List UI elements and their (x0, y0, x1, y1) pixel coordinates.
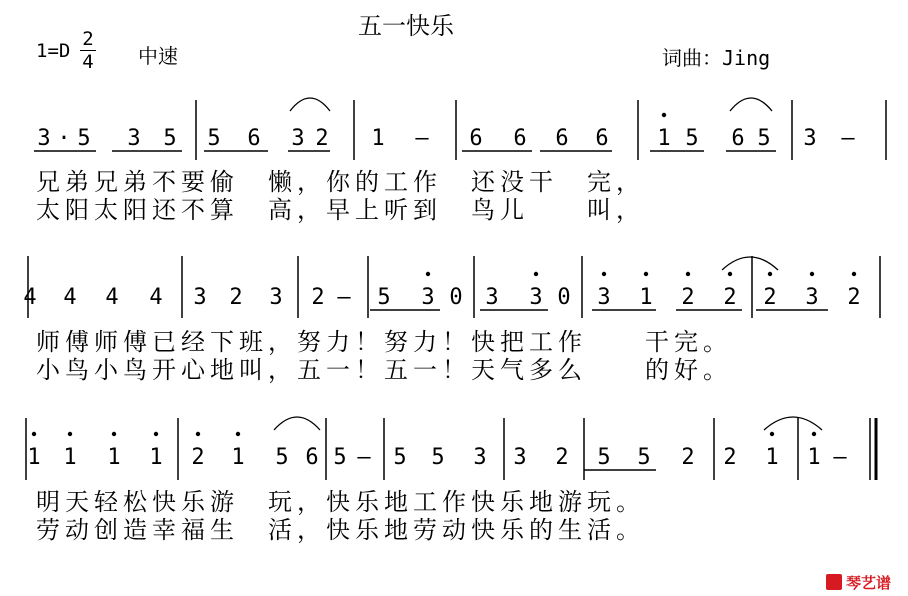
jianpu-note: 3 (127, 126, 141, 151)
jianpu-note: 1 (807, 445, 821, 470)
jianpu-note: 5 (163, 126, 177, 151)
high-octave-dot (426, 272, 430, 276)
lyric-line: 兄弟兄弟不要偷 懒，你的工作 还没干 完， (36, 168, 645, 196)
jianpu-note: 1 (63, 445, 77, 470)
jianpu-note: 3 (193, 285, 207, 310)
jianpu-note: 6 (469, 126, 483, 151)
lyric-line: 师傅师傅已经下班，努力！努力！快把工作 干完。 (36, 328, 732, 356)
high-octave-dot (644, 272, 648, 276)
jianpu-note: 2 (763, 285, 777, 310)
high-octave-dot (32, 432, 36, 436)
time-signature-top: 2 (82, 28, 94, 50)
jianpu-note: 1 (27, 445, 41, 470)
jianpu-note: 5 (757, 126, 771, 151)
score-system (26, 417, 876, 544)
key-signature: 1=D (36, 40, 71, 62)
slur-arc (290, 98, 330, 111)
jianpu-note: 5 (377, 285, 391, 310)
jianpu-note: 2 (229, 285, 243, 310)
site-logo (826, 572, 904, 592)
high-octave-dot (68, 432, 72, 436)
slur-arc (722, 257, 778, 270)
high-octave-dot (154, 432, 158, 436)
high-octave-dot (602, 272, 606, 276)
slur-arc (730, 98, 772, 111)
jianpu-note: 2 (315, 126, 329, 151)
jianpu-note: 3 (597, 285, 611, 310)
jianpu-note: · (57, 126, 71, 151)
credit-label: 词曲： (662, 46, 722, 70)
jianpu-note: – (841, 126, 855, 151)
score-system (34, 98, 886, 224)
jianpu-note: 5 (393, 445, 407, 470)
jianpu-note: – (833, 445, 847, 470)
slur-arc (274, 417, 320, 430)
jianpu-note: 2 (555, 445, 569, 470)
jianpu-note: 6 (513, 126, 527, 151)
high-octave-dot (768, 272, 772, 276)
jianpu-note: 2 (191, 445, 205, 470)
jianpu-note: 2 (681, 285, 695, 310)
jianpu-note: 6 (595, 126, 609, 151)
jianpu-note: 1 (107, 445, 121, 470)
lyric-line: 小鸟小鸟开心地叫，五一！五一！天气多么 的好。 (36, 356, 732, 384)
high-octave-dot (686, 272, 690, 276)
high-octave-dot (112, 432, 116, 436)
jianpu-note: 6 (731, 126, 745, 151)
high-octave-dot (534, 272, 538, 276)
jianpu-note: 4 (63, 285, 77, 310)
high-octave-dot (728, 272, 732, 276)
jianpu-note: 5 (207, 126, 221, 151)
logo-text: 琴艺谱 (846, 574, 892, 592)
jianpu-note: 6 (305, 445, 319, 470)
jianpu-note: 3 (803, 126, 817, 151)
high-octave-dot (810, 272, 814, 276)
jianpu-note: 3 (513, 445, 527, 470)
high-octave-dot (196, 432, 200, 436)
jianpu-note: 5 (77, 126, 91, 151)
slur-arc (764, 417, 822, 430)
high-octave-dot (662, 113, 666, 117)
jianpu-note: 2 (311, 285, 325, 310)
jianpu-note: 0 (449, 285, 463, 310)
jianpu-note: 4 (23, 285, 37, 310)
high-octave-dot (236, 432, 240, 436)
jianpu-note: 1 (149, 445, 163, 470)
jianpu-note: – (337, 285, 351, 310)
jianpu-note: 3 (473, 445, 487, 470)
jianpu-note: 5 (637, 445, 651, 470)
lyric-line: 明天轻松快乐游 玩，快乐地工作快乐地游玩。 (36, 488, 645, 516)
jianpu-note: 3 (805, 285, 819, 310)
page-title: 五一快乐 (358, 12, 454, 40)
jianpu-note: 3 (269, 285, 283, 310)
jianpu-note: 6 (555, 126, 569, 151)
high-octave-dot (770, 432, 774, 436)
lyric-line: 太阳太阳还不算 高，早上听到 鸟儿 叫， (36, 196, 645, 224)
jianpu-note: 1 (765, 445, 779, 470)
jianpu-note: 2 (723, 285, 737, 310)
jianpu-note: 3 (291, 126, 305, 151)
jianpu-note: 1 (231, 445, 245, 470)
lyric-line: 劳动创造幸福生 活，快乐地劳动快乐的生活。 (36, 516, 645, 544)
jianpu-note: 3 (529, 285, 543, 310)
score-system (23, 256, 880, 384)
jianpu-note: 5 (685, 126, 699, 151)
jianpu-note: 5 (333, 445, 347, 470)
logo-icon (826, 574, 842, 590)
jianpu-note: 2 (847, 285, 861, 310)
jianpu-note: 5 (597, 445, 611, 470)
tempo-marking: 中速 (138, 44, 178, 68)
jianpu-note: 4 (149, 285, 163, 310)
jianpu-note: 1 (657, 126, 671, 151)
jianpu-note: – (415, 126, 429, 151)
jianpu-note: 6 (247, 126, 261, 151)
jianpu-note: 4 (105, 285, 119, 310)
jianpu-note: 1 (371, 126, 385, 151)
jianpu-note: 3 (37, 126, 51, 151)
jianpu-note: 2 (723, 445, 737, 470)
time-signature-bottom: 4 (82, 51, 94, 73)
jianpu-note: – (357, 445, 371, 470)
jianpu-note: 1 (639, 285, 653, 310)
jianpu-note: 5 (275, 445, 289, 470)
high-octave-dot (852, 272, 856, 276)
jianpu-note: 3 (421, 285, 435, 310)
jianpu-note: 3 (485, 285, 499, 310)
high-octave-dot (812, 432, 816, 436)
credit-name: Jing (722, 46, 771, 70)
jianpu-note: 0 (557, 285, 571, 310)
jianpu-note: 5 (431, 445, 445, 470)
jianpu-note: 2 (681, 445, 695, 470)
